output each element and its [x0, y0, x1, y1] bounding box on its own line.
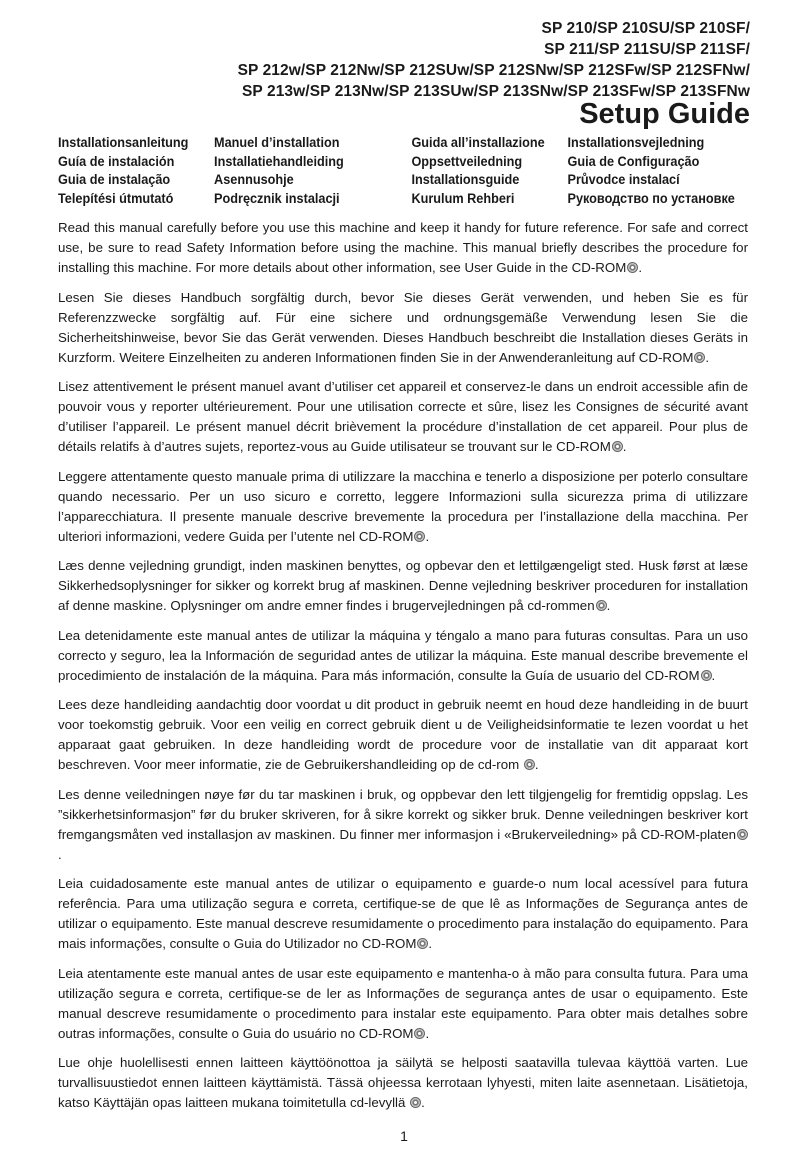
cd-rom-icon: [737, 829, 748, 840]
paragraph-end: .: [425, 1025, 430, 1041]
language-titles: [58, 134, 735, 208]
paragraph-text: Lesen Sie dieses Handbuch sorgfältig durch, bevor Sie dieses Gerät verwenden, und heben Sie es für Referenzzwecke sorgfältig auf. Für eine sichere und ordnungsgemäße Verwendung lesen Sie die Sicherheitshinweise, bevor Sie das Gerät verwenden. Dieses Handbuch beschreibt die Installation dieses Geräts in Kurzform. Weitere Einzelheiten zu anderen Informationen finden Sie in der Anwenderanleitung auf CD-ROM: [58, 289, 748, 365]
cd-rom-icon: [414, 1028, 425, 1039]
paragraph-end: .: [534, 757, 539, 772]
paragraph-end: .: [421, 1095, 425, 1110]
language-title: Guia de instalação: [58, 172, 171, 187]
cd-rom-icon: [417, 938, 428, 949]
paragraph-end: .: [705, 349, 710, 365]
paragraph-text: Lea detenidamente este manual antes de utilizar la máquina y téngalo a mano para futuras consultas. Para un uso correcto y seguro, lea la Información de seguridad antes de utilizar la máquina. Este manual describe brevemente el procedimiento de instalación de la máquina. Para más información, consulte la Guía de usuario del CD-ROM: [58, 627, 748, 683]
cd-rom-icon: [701, 670, 712, 681]
cd-rom-icon: [596, 600, 607, 611]
language-title: Installationsanleitung: [58, 135, 189, 150]
language-title: Installatiehandleiding: [214, 153, 344, 169]
paragraph-it: [58, 467, 748, 547]
paragraph-fr: [58, 377, 748, 457]
paragraph-end: .: [622, 439, 627, 454]
paragraph-end: .: [638, 260, 643, 275]
cd-rom-icon: [524, 759, 535, 770]
language-title: Průvodce instalací: [567, 172, 680, 187]
language-row: [58, 153, 710, 172]
language-title: Manuel d’installation: [214, 135, 340, 150]
paragraph-pt: [58, 874, 748, 954]
paragraph-end: .: [425, 528, 430, 544]
language-row: [58, 190, 735, 209]
paragraph-text: Leia cuidadosamente este manual antes de utilizar o equipamento e guarde-o num local acessível para futura referência. Para uma utilização segura e correta, certifique-se de que lê as Informações de Segurança antes de utilizar o equipamento. Este manual descreve resumidamente o procedimento para instalação do equipamento. Para mais informações, consulte o Guia do Utilizador no CD-ROM: [58, 876, 748, 951]
paragraph-text: Lees deze handleiding aandachtig door voordat u dit product in gebruik neemt en houd deze handleiding in de buurt voor toekomstig gebruik. Voor een veilig en correct gebruik dient u de Veiligheidsinformatie te lezen voordat u het apparaat gaat gebruiken. In deze handleiding wordt de procedure voor de installatie van dit apparaat kort beschreven. Voor meer informatie, zie de Gebruikershandleiding op de cd-rom: [58, 697, 748, 772]
model-line: SP 212w/SP 212Nw/SP 212SUw/SP 212SNw/SP 212SFw/SP 212SFNw/: [237, 62, 750, 79]
language-row: [58, 171, 710, 190]
cd-rom-icon: [627, 262, 638, 273]
paragraph-no: [58, 785, 748, 865]
language-title: Installationsguide: [411, 172, 520, 187]
language-title: Oppsettveiledning: [411, 153, 523, 169]
paragraph-text: Lue ohje huolellisesti ennen laitteen käyttöönottoa ja säilytä se helposti saatavilla tulevaa käyttöä varten. Lue turvallisuustiedot ennen laitteen käyttämistä. Tässä ohjeessa kerrotaan lyhyesti, miten laite asennetaan. Lisätietoja, katso Käyttäjän opas laitteen mukana toimitetulla cd-levyllä: [58, 1055, 748, 1110]
paragraph-fi: [58, 1053, 748, 1113]
language-title: Podręcznik instalacji: [214, 190, 340, 206]
language-title: Installationsvejledning: [567, 135, 705, 150]
language-title: Telepítési útmutató: [58, 190, 174, 206]
paragraph-text: Les denne veiledningen nøye før du tar maskinen i bruk, og oppbevar den lett tilgjengelig for fremtidig oppslag. Les ”sikkerhetsinformasjon” før du bruker skriveren, for å sikre korrekt og sikker bruk. Denne veiledningen beskriver kort fremgangsmåten ved installasjon av maskinen. Du finner mer informasjon i «Brukerveiledning» på CD-ROM-platen: [58, 786, 748, 842]
cd-rom-icon: [694, 352, 705, 363]
paragraph-nl: [58, 695, 748, 775]
paragraph-text: Leggere attentamente questo manuale prima di utilizzare la macchina e tenerlo a disposizione per poterlo consultare quando necessario. Per un uso sicuro e corretto, leggere Informazioni sulla sicurezza prima di utilizzare l’apparecchiatura. Il presente manuale descrive brevemente la procedura per l’installazione della macchina. Per ulteriori informazioni, vedere Guida per l’utente nel CD-ROM: [58, 468, 748, 544]
paragraph-en: [58, 218, 748, 278]
paragraph-end: .: [711, 667, 716, 683]
language-title: Guía de instalación: [58, 153, 175, 169]
paragraph-end: .: [606, 598, 611, 613]
paragraph-text: Read this manual carefully before you use this machine and keep it handy for future reference. For safe and correct use, be sure to read Safety Information before using the machine. This manual briefly describes the procedure for installing this machine. For more details about other information, see User Guide in the CD-ROM: [58, 220, 748, 275]
paragraph-text: Leia atentamente este manual antes de usar este equipamento e mantenha-o à mão para consulta futura. Para uma utilização segura e correta, certifique-se de ler as Informações de segurança antes de usar o equipamento. Este manual descreve resumidamente o procedimento para instalar este equipamento. Para obter mais detalhes sobre outras informações, consulte o Guia do usuário no CD-ROM: [58, 965, 748, 1041]
cd-rom-icon: [410, 1097, 421, 1108]
model-line: SP 213w/SP 213Nw/SP 213SUw/SP 213SNw/SP 213SFw/SP 213SFNw: [241, 83, 750, 100]
intro-paragraphs: [58, 218, 748, 1123]
language-title: Kurulum Rehberi: [411, 190, 515, 206]
paragraph-end: .: [428, 936, 433, 951]
language-title: Asennusohje: [214, 172, 294, 187]
language-title: Guia de Configuração: [567, 153, 700, 169]
cd-rom-icon: [612, 441, 623, 452]
cd-rom-icon: [414, 531, 425, 542]
model-line: SP 210/SP 210SU/SP 210SF/: [541, 20, 750, 37]
paragraph-es: [58, 626, 748, 686]
page-number: 1: [400, 1128, 408, 1144]
paragraph-pt-br: [58, 964, 748, 1044]
paragraph-text: Lisez attentivement le présent manuel avant d’utiliser cet appareil et conservez-le dans un endroit accessible afin de pouvoir vous y reporter ultérieurement. Pour une utilisation correcte et sûre, lisez les Consignes de sécurité avant d’utiliser l’appareil. Le présent manuel décrit brièvement la procédure d’installation de cet appareil. Pour plus de détails relatifs à d’autres sujets, reportez-vous au Guide utilisateur se trouvant sur le CD-ROM: [58, 379, 748, 454]
language-title: Guida all’installazione: [411, 135, 545, 150]
document-title: Setup Guide: [579, 98, 750, 130]
paragraph-end: .: [58, 846, 62, 862]
language-title: Руководство по установке: [567, 190, 735, 206]
paragraph-text: Læs denne vejledning grundigt, inden maskinen benyttes, og opbevar den et lettilgængeligt sted. Husk først at læse Sikkerhedsoplysninger for sikker og korrekt brug af maskinen. Denne vejledning beskriver proceduren for installation af denne maskine. Oplysninger om andre emner findes i brugervejledningen på cd-rommen: [58, 558, 748, 613]
paragraph-de: [58, 288, 748, 368]
model-line: SP 211/SP 211SU/SP 211SF/: [544, 41, 750, 58]
paragraph-da: [58, 556, 748, 616]
language-row: [58, 134, 710, 153]
model-list: [50, 18, 750, 102]
